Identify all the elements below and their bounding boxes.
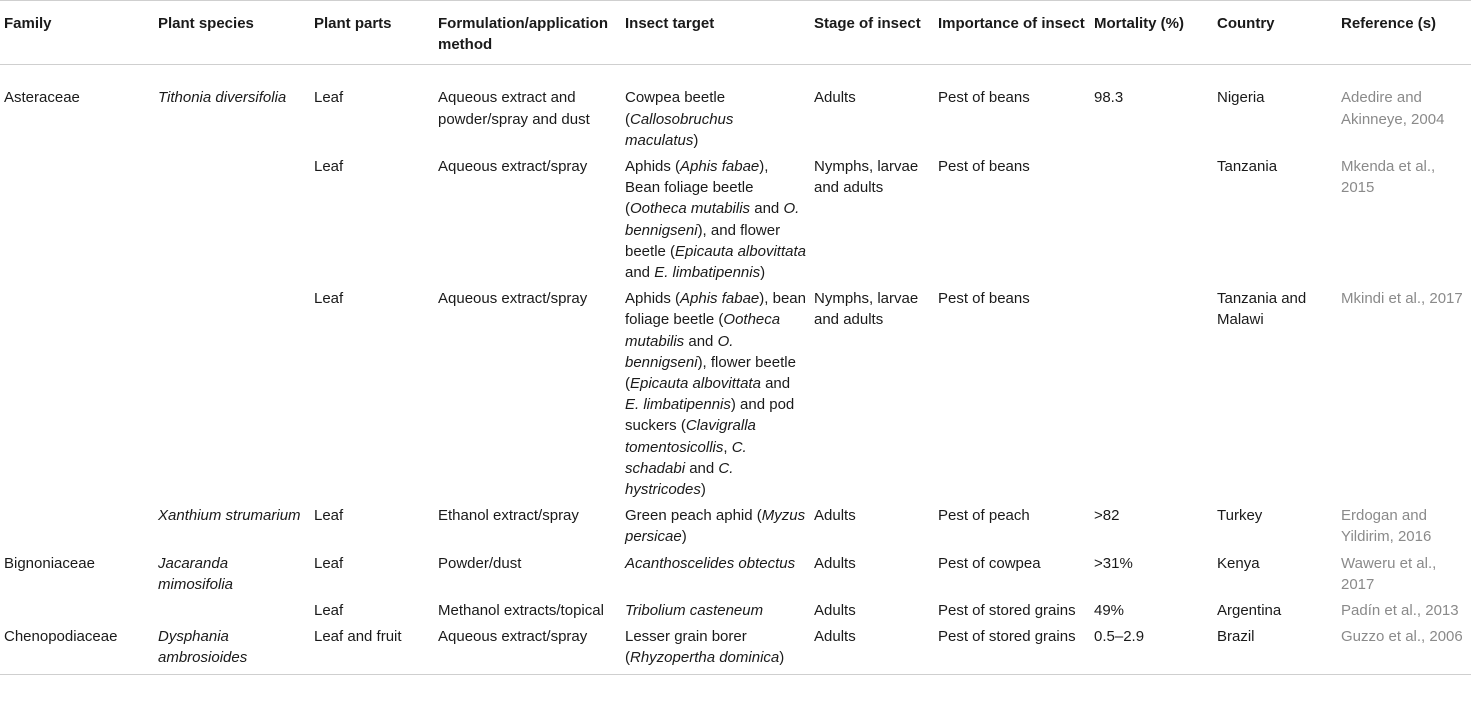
cell-mortality [1090,288,1213,505]
cell-country: Turkey [1217,507,1263,525]
species-name: Myzus persicae [625,507,806,546]
header-mortality: Mortality (%) [1090,1,1213,65]
cell-country: Argentina [1217,602,1282,620]
species-name: Clavigralla tomentosicollis [625,417,756,456]
cell-reference: Adedire and Akinneye, 2004 [1341,89,1445,128]
cell-importance-of-insect: Pest of beans [938,290,1030,308]
cell-plant-parts: Leaf [314,507,344,525]
cell-plant-parts: Leaf [314,89,344,107]
species-name: C. hystricodes [625,459,734,499]
target-text: , [723,438,732,456]
target-text: ) [779,649,785,667]
table-header-row [0,1,1471,65]
species-name: Aphis fabae [680,290,760,308]
cell-plant-parts: Leaf [314,290,344,308]
cell-importance-of-insect: Pest of stored grains [934,626,1090,674]
species-name: O. bennigseni [625,332,734,371]
cell-insect-target [621,288,810,505]
species-name: Ootheca mutabilis [630,200,751,218]
cell-insect-target [621,505,810,552]
cell-plant-species [154,288,310,505]
cell-formulation-method: Aqueous extract/spray [434,626,621,674]
species-name: Epicauta albovittata [630,375,761,393]
cell-reference: Erdogan and Yildirim, 2016 [1341,507,1432,546]
cell-family [0,156,154,288]
target-text: and [760,375,791,393]
target-text: Cowpea beetle ( [625,89,726,128]
species-name: E. limbatipennis [625,396,731,414]
cell-importance-of-insect: Pest of beans [938,158,1030,176]
header-importance-of-insect: Importance of insect [934,1,1090,65]
cell-formulation-method: Aqueous extract/spray [438,290,588,308]
cell-insect-target [621,626,810,674]
cell-plant-parts: Leaf and fruit [310,626,434,674]
cell-country: Nigeria [1217,89,1265,107]
header-plant-species: Plant species [154,1,310,65]
target-text: ) and pod suckers ( [625,396,795,435]
target-text: ), and flower beetle ( [625,221,781,260]
species-name: Ootheca mutabilis [625,311,781,350]
cell-insect-target [621,65,810,156]
cell-reference: Mkenda et al., 2015 [1341,158,1436,197]
species-name: O. bennigseni [625,200,800,239]
header-references: Reference (s) [1337,1,1471,65]
species-name: Callosobruchus maculatus [625,110,734,149]
cell-reference: Waweru et al., 2017 [1341,554,1437,593]
table-row [0,288,1471,505]
target-text: ), Bean foliage beetle ( [625,158,769,218]
cell-mortality: 0.5–2.9 [1090,626,1213,674]
cell-mortality: 98.3 [1094,89,1124,107]
cell-stage-of-insect: Adults [814,554,856,572]
cell-importance-of-insect: Pest of cowpea [938,554,1041,572]
cell-formulation-method: Methanol extracts/topical [438,602,604,620]
cell-family: Chenopodiaceae [0,626,154,674]
species-name: E. limbatipennis [654,264,761,282]
species-name: Aphis fabae [680,158,760,176]
cell-plant-species: Dysphania ambrosioides [154,626,310,674]
species-name: C. schadabi [625,438,747,477]
cell-mortality [1090,156,1213,288]
table-row [0,626,1471,674]
cell-stage-of-insect: Adults [814,507,856,525]
cell-mortality: >82 [1094,507,1120,525]
cell-plant-species [154,600,310,626]
header-stage-of-insect: Stage of insect [810,1,934,65]
cell-stage-of-insect: Adults [814,602,856,620]
header-country: Country [1213,1,1337,65]
target-text: ), flower beetle ( [625,353,796,393]
cell-importance-of-insect: Pest of beans [938,89,1030,107]
cell-family [0,288,154,505]
target-text: Lesser grain borer ( [625,628,747,667]
header-formulation-method: Formulation/application method [434,1,621,65]
cell-plant-parts: Leaf [314,602,344,620]
target-text: ) [693,131,699,149]
cell-reference: Mkindi et al., 2017 [1341,290,1463,308]
cell-formulation-method: Powder/dust [438,554,522,572]
header-plant-parts: Plant parts [310,1,434,65]
species-name: Epicauta albovittata [675,242,806,260]
cell-plant-parts: Leaf [314,158,344,176]
target-text: and [685,459,719,477]
cell-mortality: 49% [1094,602,1125,620]
cell-plant-species: Tithonia diversifolia [158,89,287,107]
cell-importance-of-insect: Pest of peach [938,507,1030,525]
cell-stage-of-insect: Nymphs, larvae and adults [814,158,919,197]
cell-family [0,600,154,626]
cell-insect-target [621,156,810,288]
table-row [0,156,1471,288]
target-text: ), bean foliage beetle ( [625,290,806,329]
cell-family [0,505,154,552]
cell-stage-of-insect: Adults [810,626,934,674]
table-row [0,65,1471,156]
cell-importance-of-insect: Pest of stored grains [938,602,1076,620]
cell-formulation-method: Ethanol extract/spray [438,507,579,525]
cell-mortality: >31% [1094,554,1133,572]
table-row [0,553,1471,600]
target-text: Aphids ( [625,158,681,176]
target-text: and [684,332,718,350]
species-name: Tribolium casteneum [625,602,764,620]
target-text: and [750,200,784,218]
cell-formulation-method: Aqueous extract and powder/spray and dust [438,89,590,128]
cell-family: Asteraceae [4,89,80,107]
cell-reference: Padín et al., 2013 [1341,602,1459,620]
target-text: Aphids ( [625,290,681,308]
species-name: Rhyzopertha dominica [630,649,780,667]
cell-stage-of-insect: Adults [814,89,856,107]
target-text: Green peach aphid ( [625,507,762,525]
target-text: and [625,264,655,282]
cell-plant-species: Jacaranda mimosifolia [158,554,234,593]
cell-insect-target [621,600,810,626]
target-text: ) [760,264,766,282]
cell-country: Kenya [1217,554,1260,572]
target-text: ) [681,528,687,546]
cell-plant-species [154,156,310,288]
cell-reference: Guzzo et al., 2006 [1337,626,1471,674]
species-name: Acanthoscelides obtectus [625,554,796,572]
cell-country: Tanzania and Malawi [1217,290,1307,329]
table-body [0,65,1471,674]
cell-formulation-method: Aqueous extract/spray [438,158,588,176]
cell-insect-target [621,553,810,600]
table-row [0,600,1471,626]
cell-family: Bignoniaceae [4,554,95,572]
cell-plant-parts: Leaf [314,554,344,572]
target-text: ) [700,481,706,499]
header-family: Family [0,1,154,65]
header-insect-target: Insect target [621,1,810,65]
table-row [0,505,1471,552]
cell-stage-of-insect: Nymphs, larvae and adults [814,290,919,329]
cell-country: Tanzania [1217,158,1278,176]
cell-plant-species: Xanthium strumarium [158,507,301,525]
cell-country: Brazil [1213,626,1337,674]
